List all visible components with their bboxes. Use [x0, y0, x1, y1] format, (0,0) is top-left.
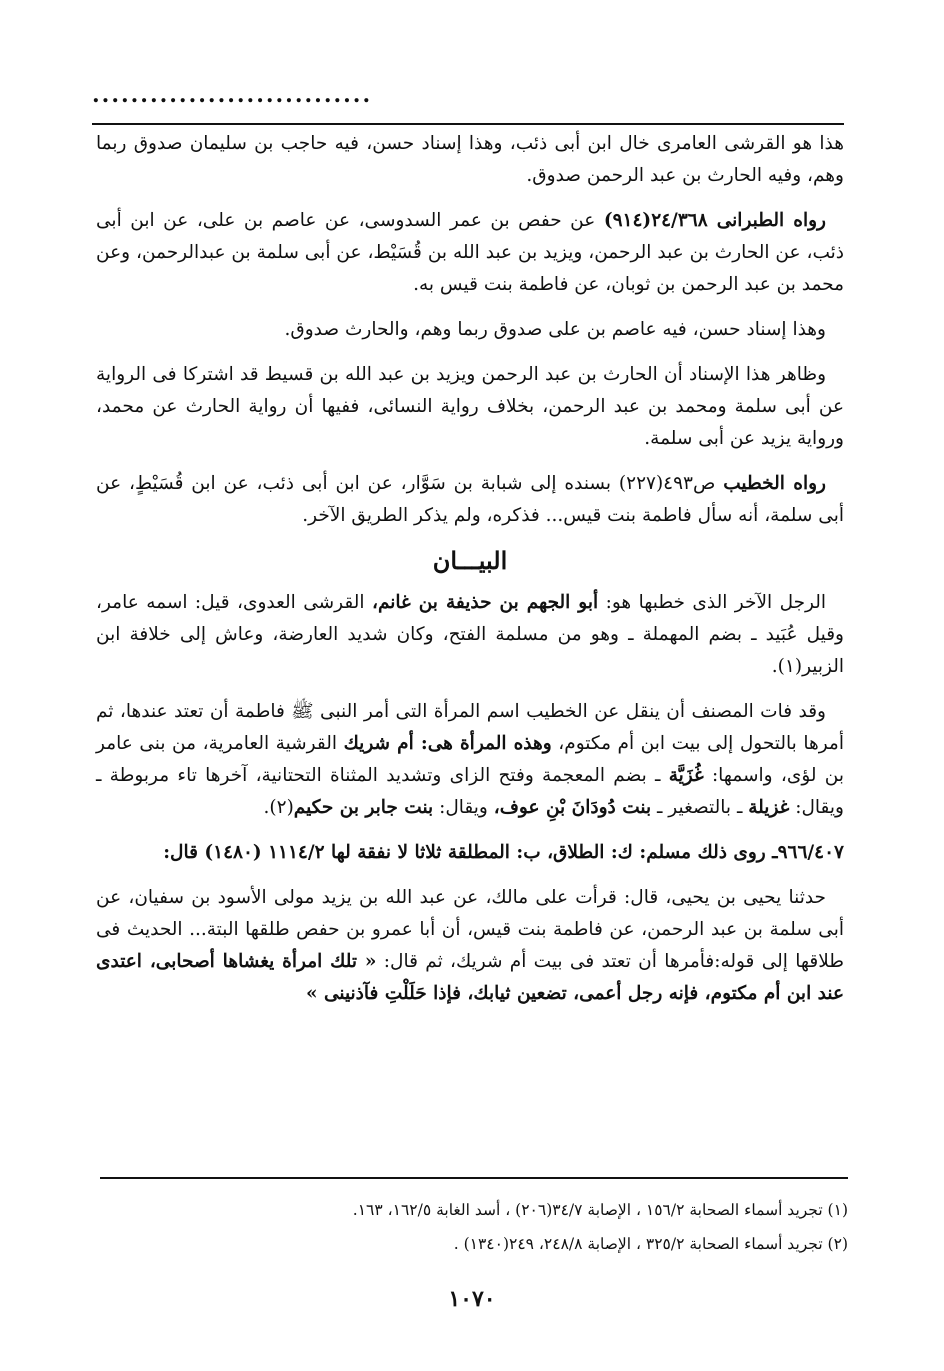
footnote-ref-2: (٢). — [263, 797, 294, 818]
paragraph-bayan-1 — [96, 587, 844, 683]
bayan-2-f: غزيلة — [748, 797, 790, 818]
bayan-2-b: وهذه المرأة هى: أم شريك — [343, 733, 552, 754]
footnote-1: (١) تجريد أسماء الصحابة ١٥٦/٢ ، الإصابة ٣٤/٧(٢٠٦) ، أسد الغابة ١٦٢/٥، ١٦٣. — [352, 1201, 848, 1219]
paragraph-khatib — [96, 468, 844, 532]
bayan-2-a: وقد فات المصنف أن ينقل عن الخطيب اسم المرأة التى أمر النبى ﷺ فاطمة أن تعتد عندها، ثم أمرها بالتحول إلى بيت ابن أم مكتوم، — [96, 701, 844, 754]
paragraph-intro: هذا هو القرشى العامرى خال ابن أبى ذئب، وهذا إسناد حسن، فيه حاجب بن سليمان صدوق ربما وهم، وفيه الحارث بن عبد الرحمن صدوق. — [96, 133, 844, 186]
hadith-text — [96, 882, 844, 1010]
bayan-2-g: ـ بالتصغير ـ — [657, 797, 743, 818]
hadith-body: حدثنا يحيى بن يحيى، قال: قرأت على مالك، عن عبد الله بن يزيد مولى الأسود بن سفيان، عن أبى سلمة بن عبد الرحمن، عن فاطمة بنت قيس، أن أبا عمرو بن حفص طلقها البتة... الحديث فى طلاقها إلى قوله:فأمرها أن تعتد فى بيت أم شريك، ثم قال: — [96, 887, 844, 972]
khatib-label: رواه الخطيب — [723, 473, 826, 494]
bayan-1-a: الرجل الآخر الذى خطبها هو: — [605, 592, 827, 613]
bayan-2-e: ـ بضم المعجمة وفتح الزاى وتشديد المثناة التحتانية، آخرها تاء مربوطة ـ ويقال: — [96, 765, 844, 818]
footnote-ref-1: (١). — [771, 656, 803, 677]
hadith-quote: « تلك امرأة يغشاها أصحابى، اعتدى عند ابن أم مكتوم، فإنه رجل أعمى، تضعين ثيابك، فإذا حَلَلْتِ فآذنينى » — [96, 951, 844, 1004]
header-dots: ............................. — [92, 82, 373, 108]
hadith-reference: ك: الطلاق، ب: المطلقة ثلاثا لا نفقة لها ١١١٤/٢ (١٤٨٠) قال: — [163, 842, 633, 863]
header-rule — [92, 123, 844, 125]
section-heading: البيـــان — [432, 546, 508, 575]
khatib-text: ص٤٩٣(٢٢٧) بسنده إلى شبابة بن سَوَّار، عن ابن أبى ذئب، عن ابن قُسَيْطٍ، عن أبى سلمة، أنه سأل فاطمة بنت قيس... فذكره، ولم يذكر الطريق الآخر. — [96, 473, 844, 526]
bayan-2-h: بنت دُودَانَ بْنِ عوف، — [493, 797, 652, 818]
paragraph-isnad: وهذا إسناد حسن، فيه عاصم بن على صدوق ربما وهم، والحارث صدوق. — [284, 319, 826, 340]
bayan-2-d: غُزَيَّة — [668, 765, 704, 786]
bayan-2-c: القرشية العامرية، من بنى عامر بن لؤى، واسمها: — [96, 733, 844, 786]
paragraph-zahir: وظاهر هذا الإسناد أن الحارث بن عبد الرحمن ويزيد بن عبد الله بن قسيط قد اشتركا فى الرواية عن أبى سلمة ومحمد بن عبد الرحمن، بخلاف رواية النسائى، ففيها أن رواية الحارث عن محمد، ورواية يزيد عن أبى سلمة. — [96, 364, 844, 449]
bayan-1-name: أبو الجهم بن حذيفة بن غانم، — [371, 592, 599, 613]
main-text — [96, 128, 844, 1023]
paragraph-bayan-2 — [96, 696, 844, 824]
footnote-rule — [100, 1177, 848, 1179]
bayan-2-j: بنت جابر بن حكيم — [293, 797, 434, 818]
bayan-2-i: ويقال: — [439, 797, 488, 818]
tabarani-label: رواه الطبرانى ٢٤/٣٦٨(٩١٤) — [603, 210, 826, 231]
tabarani-text: عن حفص بن عمر السدوسى، عن عاصم بن على، عن ابن أبى ذئب، عن الحارث بن عبد الرحمن، ويزيد بن عبد الله بن قُسَيْط، عن أبى سلمة بن عبدالرحمن، وعن محمد بن عبد الرحمن بن ثوبان، عن فاطمة بنت قيس به. — [96, 210, 844, 295]
page-number: ١٠٧٠ — [448, 1286, 496, 1312]
footnote-2: (٢) تجريد أسماء الصحابة ٣٢٥/٢ ، الإصابة ٢٤٨/٨، ٢٤٩(١٣٤٠) . — [453, 1235, 848, 1253]
bayan-1-c: القرشى العدوى، قيل: اسمه عامر، وقيل عُبَيد ـ بضم المهملة ـ وهو من مسلمة الفتح، وكان شديد العارضة، وعاش إلى خلافة ابن الزبير — [96, 592, 844, 677]
hadith-heading — [96, 837, 844, 869]
paragraph-tabarani — [96, 205, 844, 301]
footnotes — [100, 1193, 848, 1261]
hadith-number: ٩٦٦/٤٠٧ـ روى ذلك مسلم: — [639, 842, 844, 863]
